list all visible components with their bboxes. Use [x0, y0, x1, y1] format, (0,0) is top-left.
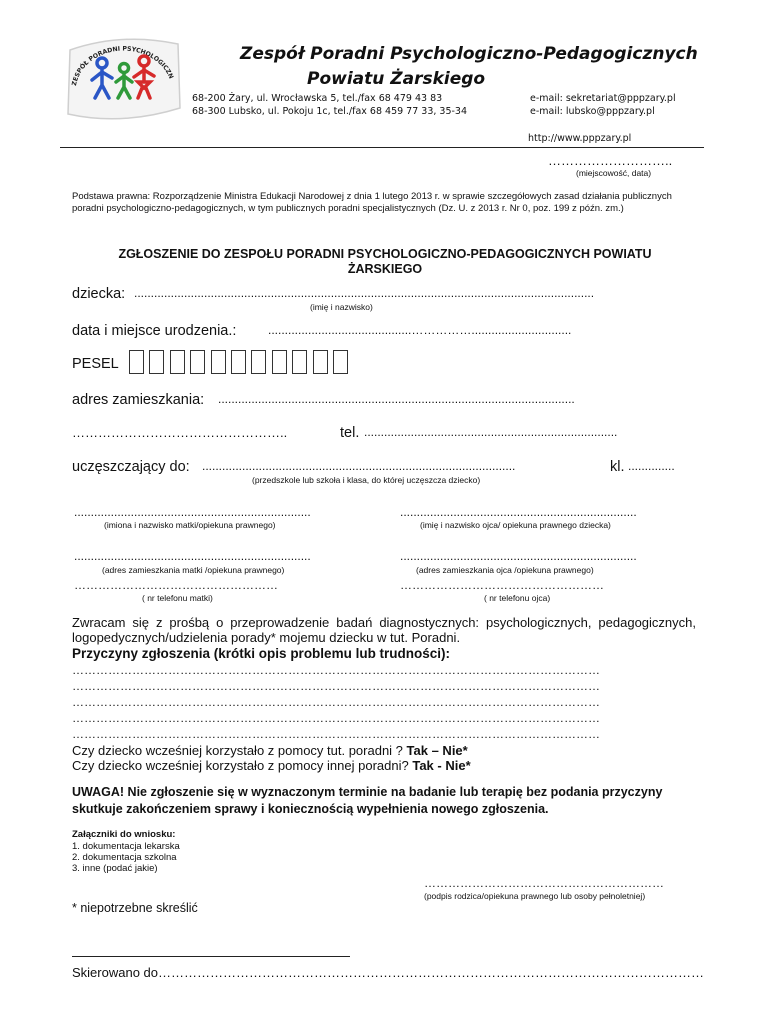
question-other-clinic-text: Czy dziecko wcześniej korzystało z pomocy innej poradni? — [72, 758, 409, 773]
pesel-digit-box[interactable] — [170, 350, 185, 374]
logo-text: ZESPÓŁ PORADNI PSYCHOLOGICZN — [71, 45, 175, 87]
mother-name-caption: (imiona i nazwisko matki/opiekuna prawnego) — [104, 520, 276, 530]
tel-label: tel. — [340, 425, 360, 441]
father-phone-field[interactable]: …………………………………………… — [400, 578, 604, 592]
school-label: uczęszczający do: — [72, 459, 190, 475]
address-field-2[interactable]: ………………………………………….. — [72, 425, 288, 440]
referred-to-field[interactable]: ……………………………………………………………………………………………………………… — [158, 965, 704, 980]
place-date-caption: (miejscowość, data) — [576, 168, 652, 178]
child-label: dziecka: — [72, 286, 126, 302]
mother-phone-caption: ( nr telefonu matki) — [142, 593, 213, 603]
child-name-caption: (imię i nazwisko) — [310, 302, 373, 312]
birth-label: data i miejsce urodzenia.: — [72, 323, 237, 339]
referred-to — [72, 965, 704, 980]
pesel-digit-box[interactable] — [190, 350, 205, 374]
pesel-digit-box[interactable] — [211, 350, 226, 374]
reason-line[interactable]: …………………………………………………………………………………………………………………… — [72, 679, 600, 693]
address-field[interactable]: ........................................................................................................... — [218, 392, 575, 406]
warning-notice: UWAGA! Nie zgłoszenie się w wyznaczonym terminie na badanie lub terapię bez podania przyczyny skutkuje zakończeniem sprawy i koniecznością wypełnienia nowego zgłoszenia. — [72, 785, 663, 816]
email-zary[interactable]: e-mail: sekretariat@pppzary.pl — [530, 93, 676, 104]
legal-basis: Podstawa prawna: Rozporządzenie Ministra Edukacji Narodowej z dnia 1 lutego 2013 r. w sprawie szczegółowych zasad działania publicznych poradni psychologiczno-pedagogicznych, w tym publicznych poradni specjalistycznych (Dz. U. z 2013 r. Nr 0, poz. 199 z późn. zm.) — [72, 191, 672, 214]
footnote: * niepotrzebne skreślić — [72, 901, 198, 915]
form-title: ZGŁOSZENIE DO ZESPOŁU PORADNI PSYCHOLOGICZNO-PEDAGOGICZNYCH POWIATU ŻARSKIEGO — [118, 247, 652, 276]
attachment-item: 3. inne (podać jakie) — [72, 863, 158, 874]
question-other-clinic — [72, 758, 471, 773]
child-name-field[interactable]: .......................................................................................................................................... — [134, 286, 595, 300]
reasons-heading: Przyczyny zgłoszenia (krótki opis problemu lub trudności): — [72, 646, 451, 661]
question-this-clinic-text: Czy dziecko wcześniej korzystało z pomocy tut. poradni ? — [72, 743, 403, 758]
referred-to-label: Skierowano do — [72, 965, 158, 980]
tel-field[interactable]: ............................................................................ — [364, 425, 618, 439]
mother-phone-field[interactable]: …………………………………………… — [74, 578, 278, 592]
reason-line[interactable]: …………………………………………………………………………………………………………………… — [72, 663, 600, 677]
org-name-line2: Powiatu Żarskiego — [307, 69, 486, 89]
question-this-clinic-answer[interactable]: Tak – Nie* — [406, 743, 468, 758]
father-address-caption: (adres zamieszkania ojca /opiekuna prawnego) — [416, 565, 594, 575]
pesel-digit-box[interactable] — [272, 350, 287, 374]
reason-line[interactable]: …………………………………………………………………………………………………………………… — [72, 727, 600, 741]
signature-field[interactable]: …………………………………………………… — [424, 876, 664, 890]
school-field[interactable]: .............................................................................................. — [202, 459, 516, 473]
mother-address-caption: (adres zamieszkania matki /opiekuna prawnego) — [102, 565, 285, 575]
father-name-field[interactable]: ....................................................................... — [400, 505, 637, 519]
address-zary: 68-200 Żary, ul. Wrocławska 5, tel./fax 68 479 43 83 — [192, 93, 443, 104]
signature-caption: (podpis rodzica/opiekuna prawnego lub osoby pełnoletniej) — [424, 891, 646, 901]
father-address-field[interactable]: ....................................................................... — [400, 549, 637, 563]
address-lubsko: 68-300 Lubsko, ul. Pokoju 1c, tel./fax 68 459 77 33, 35-34 — [192, 106, 468, 117]
pesel-digit-box[interactable] — [292, 350, 307, 374]
pesel-digit-box[interactable] — [251, 350, 266, 374]
bottom-divider — [72, 956, 350, 957]
pesel-digit-box[interactable] — [231, 350, 246, 374]
org-name-line1: Zespół Poradni Psychologiczno-Pedagogicznych — [240, 44, 698, 64]
place-date-field[interactable]: ……………………….. — [548, 153, 673, 168]
pesel-digit-box[interactable] — [129, 350, 144, 374]
website-link[interactable]: http://www.pppzary.pl — [528, 133, 632, 144]
reason-line[interactable]: …………………………………………………………………………………………………………………… — [72, 695, 600, 709]
school-caption: (przedszkole lub szkoła i klasa, do której uczęszcza dziecko) — [252, 475, 481, 485]
pesel-digit-box[interactable] — [149, 350, 164, 374]
logo — [62, 30, 184, 125]
pesel-digit-box[interactable] — [313, 350, 328, 374]
mother-address-field[interactable]: ....................................................................... — [74, 549, 311, 563]
father-phone-caption: ( nr telefonu ojca) — [484, 593, 551, 603]
class-field[interactable]: .............. — [628, 459, 675, 473]
father-name-caption: (imię i nazwisko ojca/ opiekuna prawnego dziecka) — [420, 520, 611, 530]
class-label: kl. — [610, 459, 625, 475]
question-other-clinic-answer[interactable]: Tak - Nie* — [412, 758, 471, 773]
attachment-item: 1. dokumentacja lekarska — [72, 841, 180, 852]
header-divider — [60, 147, 704, 148]
request-text: Zwracam się z prośbą o przeprowadzenie badań diagnostycznych: psychologicznych, pedagogicznych, logopedycznych/udzielenia porady* mojemu dziecku w tut. Poradni. — [72, 615, 696, 645]
attachments-heading: Załączniki do wniosku: — [72, 829, 176, 840]
pesel-digit-box[interactable] — [333, 350, 348, 374]
pesel-label: PESEL — [72, 356, 119, 372]
logo-graphic — [62, 30, 184, 125]
email-lubsko[interactable]: e-mail: lubsko@pppzary.pl — [530, 106, 655, 117]
question-this-clinic — [72, 743, 468, 758]
mother-name-field[interactable]: ....................................................................... — [74, 505, 311, 519]
reason-line[interactable]: …………………………………………………………………………………………………………………… — [72, 711, 600, 725]
address-label: adres zamieszkania: — [72, 392, 205, 408]
attachment-item: 2. dokumentacja szkolna — [72, 852, 177, 863]
birth-field[interactable]: ...........................................…………….............................. — [268, 323, 572, 337]
